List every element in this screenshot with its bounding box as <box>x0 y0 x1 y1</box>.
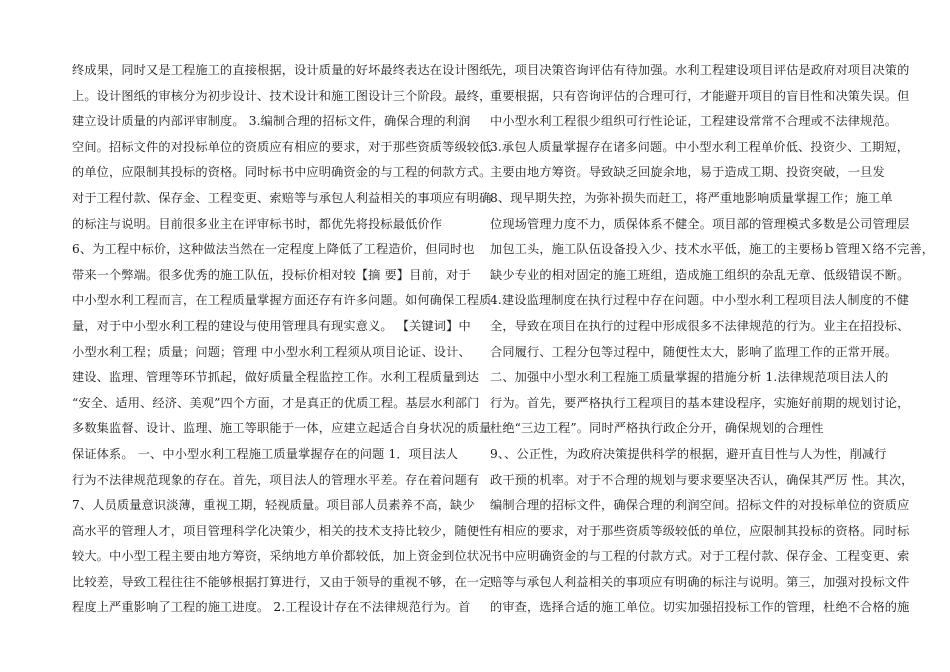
text-line: 位现场管理力度不力，质保体系不健全。项目部的管理模式多数是公司管理层 <box>490 216 910 231</box>
text-line: 书中应明确资金的与工程的付款方式。对于工程付款、保存金、工程变更、索 <box>490 549 910 564</box>
text-line: 的标注与说明。目前很多业主在评审标书时，都优先将投标最低价作 <box>72 216 443 231</box>
text-line: 中小型水利工程而言，在工程质量掌握方面还存有许多问题。如何确保工程质 <box>72 293 492 308</box>
text-line: 先，项目决策咨询评估有待加强。水利工程建设项目评估是政府对项目决策的 <box>490 63 910 77</box>
text-line: 8、现早期失控，为弥补损失而赶工，将严重地影响质量掌握工作；施工单 <box>490 190 893 205</box>
text-line: 建设、监理、管理等环节抓起，做好质量全程监控工作。水利工程质量到达 <box>72 370 480 385</box>
text-line: 合同履行、工程分包等过程中，随便性太大，影响了监理工作的正常开展。 <box>490 344 898 359</box>
text-line: 中小型水利工程很少组织可行性论证，工程建设常常不合理或不法律规范。 <box>490 114 898 129</box>
text-line: 杜绝“三边工程”。同时严格执行政企分开，确保规划的合理性 <box>490 421 824 436</box>
text-line: 主要由地方筹资。导致缺乏回旋余地，易于造成工期、投资突破，一旦发 <box>490 165 885 180</box>
text-line: 的审查，选择合适的施工单位。切实加强招投标工作的管理，杜绝不合格的施 <box>490 600 910 615</box>
text-line: 赔等与承包人利益相关的事项应有明确的标注与说明。第三，加强对投标文件 <box>490 574 910 589</box>
text-line: 政干预的机率。对于不合理的规划与要求要坚决否认，确保其严厉 性。其次， <box>490 472 914 487</box>
text-line: 多数集监督、设计、监理、施工等职能于一体，应建立起适合自身状况的质量 <box>72 421 492 436</box>
text-line: 7、人员质量意识淡薄，重视工期，轻视质量。项目部人员素养不高，缺少 <box>72 498 475 513</box>
text-line: 加包工头，施工队伍设备投入少、技术水平低，施工的主要杨ｂ管理Ｘ络不完善， <box>490 242 935 257</box>
text-line: 对于工程付款、保存金、工程变更、索赔等与承包人利益相关的事项应有明确 <box>72 190 492 205</box>
text-line: 3.承包人质量掌握存在诸多问题。中小型水利工程单价低、投资少、工期短， <box>490 139 910 154</box>
text-line: 建立设计质量的内部评审制度。 3.编制合理的招标文件，确保合理的利润 <box>72 114 471 129</box>
text-line: 较大。中小型工程主要由地方筹资，采纳地方单价都较低，加上资金到位状况 <box>72 549 492 564</box>
text-line: 高水平的管理人才，项目管理科学化决策少，相关的技术支持比较少，随便性 <box>72 523 492 538</box>
text-line: 的单位，应限制其投标的资格。同时标书中应明确资金的与工程的伺款方式。 <box>72 165 492 180</box>
text-line: 比较差，导致工程往往不能够根据打算进行，又由于领导的重视不够，在一定 <box>72 574 492 589</box>
text-line: 4.建设监理制度在执行过程中存在问题。中小型水利工程项目法人制度的不健 <box>490 293 910 308</box>
text-line: 空间。招标文件的对投标单位的资质应有相应的要求，对于那些资质等级较低 <box>72 139 492 154</box>
text-line: 程度上严重影响了工程的施工进度。 2.工程设计存在不法律规范行为。首 <box>72 600 471 615</box>
text-line: 带来一个弊端。很多优秀的施工队伍，投标价相对较【摘 要】目前，对于 <box>72 267 471 282</box>
text-line: 量，对于中小型水利工程的建设与使用管理具有现实意义。 【关键词】中 <box>72 318 471 333</box>
text-line: 有相应的要求，对于那些资质等级较低的单位，应限制其投标的资格。同时标 <box>490 523 910 538</box>
text-line: 行为不法律规范现象的存在。首先，项目法人的管理水平差。存在着问题有 <box>72 472 480 487</box>
text-line: 缺少专业的相对固定的施工班组，造成施工组织的杂乱无章、低级错误不断。 <box>490 267 910 282</box>
text-line: 编制合理的招标文件，确保合理的利润空间。招标文件的对投标单位的资质应 <box>490 498 910 513</box>
text-line: 行为。首先，要严格执行工程项目的基本建设程序，实施好前期的规划讨论， <box>490 395 910 410</box>
text-line: 二、加强中小型水利工程施工质量掌握的措施分析 1.法律规范项目法人的 <box>490 370 889 385</box>
right-column <box>490 58 935 621</box>
text-line: 全，导致在项目在执行的过程中形成很多不法律规范的行为。业主在招投标、 <box>490 318 910 333</box>
text-line: “安全、适用、经济、美观”四个方面，才是真正的优质工程。基层水利部门 <box>72 395 480 410</box>
text-line: 6、为工程中标价，这种做法当然在一定程度上降低了工程造价，但同时也 <box>72 242 475 257</box>
text-line: 9、、公正性，为政府决策提供科学的根据，避开直目性与人为性，削减行 <box>490 446 887 461</box>
text-line: 上。设计图纸的审核分为初步设计、技术设计和施工图设计三个阶段。最终， <box>72 88 492 103</box>
text-line: 小型水利工程；质量；问题；管理 中小型水利工程须从项目论证、设计、 <box>72 344 471 359</box>
left-column <box>72 58 492 621</box>
text-line: 终成果，同时又是工程施工的直接根据，设计质量的好坏最终表达在设计图纸 <box>72 63 492 77</box>
text-line: 保证体系。 一、中小型水利工程施工质量掌握存在的问题 1．项目法人 <box>72 446 459 461</box>
text-line: 重要根据，只有咨询评估的合理可行，才能避开项目的盲目性和决策失误。但 <box>490 88 910 103</box>
